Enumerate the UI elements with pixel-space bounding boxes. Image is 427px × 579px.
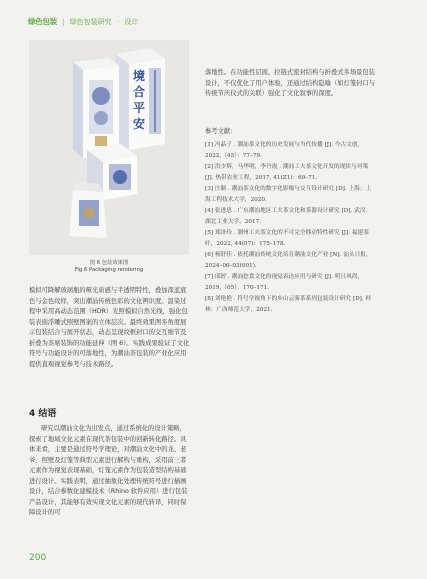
references-list: [205, 140, 375, 316]
running-header: [28, 17, 138, 27]
figure-caption-en: Fig.6 Packaging rendering: [74, 267, 144, 273]
svg-text:境: 境: [133, 69, 146, 83]
figure-caption-cn: 图 6 包装效果图: [89, 260, 129, 266]
header-dot: ·: [116, 18, 120, 26]
right-body-text: [205, 68, 375, 100]
conclusion-paragraph: 研究以潮汕文化为出发点，通过系统化的设计策略，探索了地域文化元素在现代茶包装中的创新转化路径。具体来看，主要是通过符号学理论，对潮汕文化中的龙、老爷、照壁及灯笼等典型元素进行解构与重构，采用前三者元素作为视觉表现基础，灯笼元素作为包装造型结构基础进行设计。实践表明，通过抽象化处理传统符号进行插画设计，结合参数化建模技术（Rhino 软件应用）进行包装产品设计，其能够有效实现文化元素的现代转译，同时保障设计的可: [29, 425, 188, 516]
section-name: 设计: [124, 18, 139, 26]
page-number: 200: [29, 553, 47, 563]
svg-text:安: 安: [133, 117, 146, 131]
section-title: 4 结语: [29, 409, 57, 419]
reference-item: [4] 张进思 . 广东潮汕地区工夫茶文化和茶器设计研究 [D]. 武汉：湖北工业大学，2017.: [205, 208, 372, 225]
packaging-illustration: [29, 40, 189, 255]
reference-item: [6] 杨舒佳 . 依托潮汕传统文化培育潮汕文化产业 [N]. 汕头日报，2024–06–03(001).: [205, 252, 372, 269]
left-body-text: [29, 286, 191, 370]
header-separator: |: [62, 18, 65, 26]
reference-item: [5] 郑泽玲 . 潮州工夫茶文化的不可完全移动特性研究 [J]. 福建茶叶，2022, 44(07)：175–178.: [205, 230, 369, 247]
reference-item: [7] 邱婷 . 潮汕挖食文化的视觉表达应用与研究 [J]. 明日风尚，2019,（05）：170–171.: [205, 274, 364, 291]
tall-box-left: [73, 58, 119, 158]
lantern-bag: [69, 182, 107, 238]
tall-box-back: [115, 48, 165, 150]
reference-item: [8] 刘艳艳 . 符号学视角下的乡山云雾茶系列包装设计研究 [D]. 桂林：广西师范大学，2021.: [205, 296, 372, 313]
svg-text:平: 平: [133, 101, 146, 115]
reference-item: [1] 冯晶子 . 潮汕茶文化的历史发展与当代传播 [J]. 今古文创，2022,（45）：77–79.: [205, 142, 364, 159]
body-paragraph: 模拟可降解玻璃瓶的哑光质感与半透明特性，叠加深蓝底色与金色纹样，突出潮汕传统色彩的文化辨识度。温染过程中采用高动态范围（HDR）光照模拟自然光线，强化包装表面浮雕式照壁图案的立体层次。最终效果图多角度展示包装结合与展开状态，动态呈现纹框封口的交互细节及折叠为茶席装饰的功能延伸（图 6）。实践成果验证了文化符号与功能设计的可落地性，为潮汕茶包装的产业化应用提供直观视觉参考与技术路径。: [29, 287, 190, 368]
reference-item: [3] 庄颖 . 潮汕茶文化的数字化影像与交互设计研究 [D]. 上海：上海工程技术大学，2020.: [205, 186, 372, 203]
conclusion-text: [29, 424, 191, 519]
reference-item: [2] 洪少辉，马华明，李丹霞 . 潮汕工夫茶文化开发的现状与对策 [J]. 热带农业工程，2017, 41(Z1)：69–71.: [205, 164, 369, 181]
packaging-rendering-figure: [29, 40, 189, 255]
journal-logo: 绿色包装: [28, 17, 57, 26]
continued-paragraph: 落地性。在功能性层面，拉链式密封结构与折叠式多场景包装设计，不仅优化了用户体验，还通过结构隐喻（如灯笼封口与传统节庆仪式的关联）强化了文化叙事的深度。: [205, 69, 376, 97]
svg-text:合: 合: [133, 85, 146, 99]
references-title: 参考文献：: [205, 128, 237, 135]
journal-name: 绿色包装研究: [69, 18, 112, 26]
